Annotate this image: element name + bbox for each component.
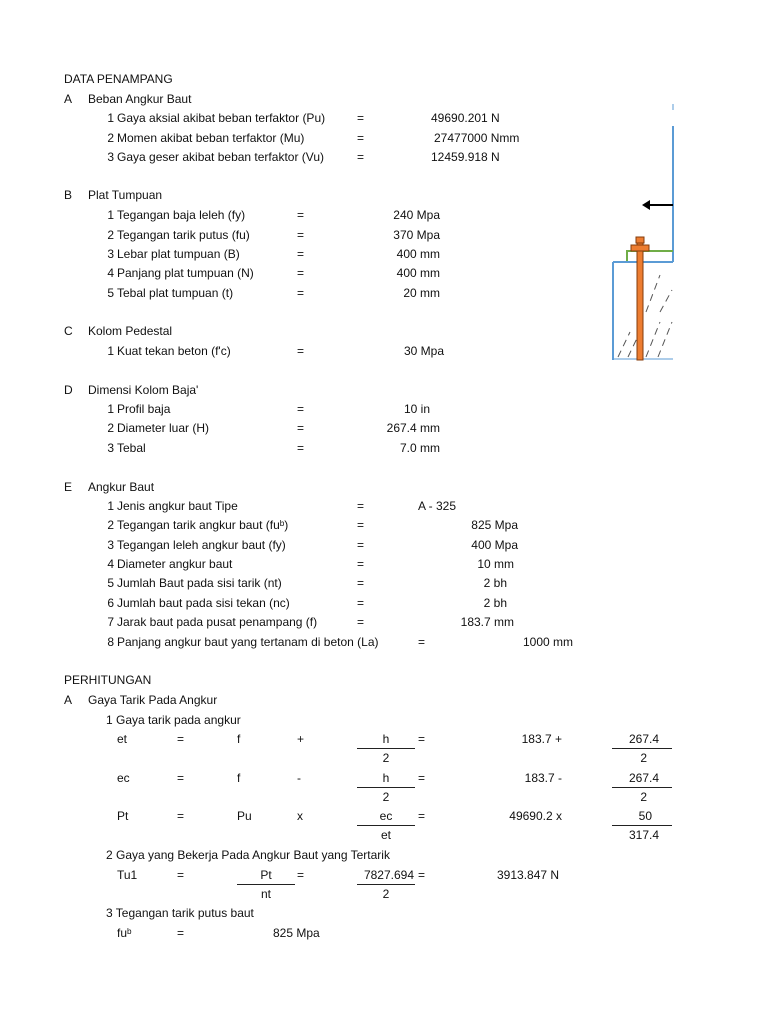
base-plate-diagram xyxy=(600,100,680,370)
row-label: Panjang plat tumpuan (N) xyxy=(117,266,254,280)
pt-right-numerator: 50 xyxy=(638,809,652,823)
et-term: f xyxy=(237,732,241,746)
ec-symbol: ec xyxy=(117,771,130,785)
row-equals: = xyxy=(297,208,305,222)
ec-term: f xyxy=(237,771,241,785)
et-equals: = xyxy=(177,732,185,746)
row-value: 2 bh xyxy=(483,576,507,590)
row-number: 4 xyxy=(107,266,114,280)
row-value: 10 in xyxy=(403,402,430,416)
row-label: Gaya geser akibat beban terfaktor (Vu) xyxy=(117,150,324,164)
tu1-numerator: Pt xyxy=(260,868,272,882)
row-value: 183.7 mm xyxy=(460,615,514,629)
fraction-line xyxy=(357,748,415,749)
data-penampang-title: DATA PENAMPANG xyxy=(64,72,173,86)
row-label: Jumlah baut pada sisi tekan (nc) xyxy=(117,596,290,610)
fraction-line xyxy=(612,825,672,826)
row-equals: = xyxy=(418,635,426,649)
row-number: 2 xyxy=(107,131,114,145)
pt-right-denominator: 317.4 xyxy=(628,828,659,842)
section-b-title: Plat Tumpuan xyxy=(88,188,163,202)
row-value: A - 325 xyxy=(418,499,457,513)
fub-value: 825 Mpa xyxy=(273,926,320,940)
row-label: Tegangan tarik angkur baut (fuᵇ) xyxy=(117,518,289,532)
section-e-title: Angkur Baut xyxy=(88,480,155,494)
row-label: Diameter luar (H) xyxy=(117,421,210,435)
et-operator: + xyxy=(297,732,305,746)
row-label: Profil baja xyxy=(117,402,171,416)
et-denominator: 2 xyxy=(382,751,390,765)
row-number: 1 xyxy=(107,344,114,358)
row-number: 7 xyxy=(107,615,114,629)
row-label: Tegangan baja leleh (fy) xyxy=(117,208,246,222)
row-number: 2 xyxy=(107,228,114,242)
ec-operator: - xyxy=(297,771,301,785)
row-equals: = xyxy=(297,247,305,261)
et-equals-2: = xyxy=(418,732,426,746)
ec-right-denominator: 2 xyxy=(640,790,647,804)
section-a-letter: A xyxy=(64,92,73,106)
fraction-line xyxy=(357,825,415,826)
pt-term: Pu xyxy=(237,809,252,823)
tu1-equals-3: = xyxy=(418,868,426,882)
row-number: 2 xyxy=(107,518,114,532)
row-label: Jarak baut pada pusat penampang (f) xyxy=(117,615,318,629)
pt-equals: = xyxy=(177,809,185,823)
row-number: 1 xyxy=(107,402,114,416)
tu1-equals-2: = xyxy=(297,868,305,882)
row-value: 20 mm xyxy=(403,286,440,300)
row-value: 27477000 Nmm xyxy=(434,131,520,145)
ec-equals: = xyxy=(177,771,185,785)
pt-operator: x xyxy=(297,809,303,823)
arrow-left-icon xyxy=(642,200,673,210)
row-label: Diameter angkur baut xyxy=(117,557,233,571)
row-equals: = xyxy=(357,150,365,164)
ec-equals-2: = xyxy=(418,771,426,785)
pt-equals-2: = xyxy=(418,809,426,823)
row-number: 3 xyxy=(107,247,114,261)
row-label: Tegangan leleh angkur baut (fy) xyxy=(117,538,286,552)
fraction-line xyxy=(612,787,672,788)
row-value: 2 bh xyxy=(483,596,507,610)
pt-value: 49690.2 x xyxy=(509,809,562,823)
row-equals: = xyxy=(357,557,365,571)
tu1-denominator-value: 2 xyxy=(382,887,390,901)
fraction-line xyxy=(357,787,415,788)
row-equals: = xyxy=(357,615,365,629)
ec-right-numerator: 267.4 xyxy=(628,771,659,785)
tu1-symbol: Tu1 xyxy=(117,868,138,882)
tu1-equals: = xyxy=(177,868,185,882)
row-number: 3 xyxy=(107,538,114,552)
fraction-line xyxy=(612,748,672,749)
fraction-line xyxy=(357,884,415,885)
row-number: 2 xyxy=(107,421,114,435)
fraction-line xyxy=(237,884,295,885)
ec-denominator: 2 xyxy=(382,790,390,804)
row-value: 1000 mm xyxy=(523,635,574,649)
calc-heading-2: 2 Gaya yang Bekerja Pada Angkur Baut yang Tertarik xyxy=(106,848,390,862)
row-equals: = xyxy=(357,131,365,145)
anchor-bolt xyxy=(631,237,649,360)
row-equals: = xyxy=(297,344,305,358)
row-value: 825 Mpa xyxy=(471,518,518,532)
tu1-numerator-value: 7827.694 xyxy=(363,868,414,882)
row-value: 267.4 mm xyxy=(386,421,440,435)
row-number: 1 xyxy=(107,111,114,125)
fub-symbol: fuᵇ xyxy=(117,926,132,940)
row-value: 30 Mpa xyxy=(403,344,444,358)
row-number: 1 xyxy=(107,499,114,513)
section-a-title: Beban Angkur Baut xyxy=(88,92,192,106)
row-equals: = xyxy=(297,228,305,242)
row-label: Kuat tekan beton (f'c) xyxy=(117,344,231,358)
row-value: 10 mm xyxy=(477,557,514,571)
row-value: 12459.918 N xyxy=(431,150,500,164)
row-value: 370 Mpa xyxy=(393,228,440,242)
section-d-letter: D xyxy=(64,383,73,397)
row-label: Tegangan tarik putus (fu) xyxy=(117,228,250,242)
row-value: 240 Mpa xyxy=(393,208,440,222)
tu1-denominator: nt xyxy=(260,887,271,901)
perhitungan-title: PERHITUNGAN xyxy=(64,673,152,687)
row-equals: = xyxy=(297,402,305,416)
section-c-title: Kolom Pedestal xyxy=(88,324,173,338)
row-number: 6 xyxy=(107,596,114,610)
row-equals: = xyxy=(357,111,365,125)
row-label: Panjang angkur baut yang tertanam di beton (La) xyxy=(117,635,379,649)
row-value: 49690.201 N xyxy=(431,111,500,125)
row-number: 4 xyxy=(107,557,114,571)
et-right-denominator: 2 xyxy=(640,751,647,765)
row-equals: = xyxy=(297,441,305,455)
row-value: 400 mm xyxy=(396,247,440,261)
pt-denominator: et xyxy=(380,828,391,842)
row-number: 1 xyxy=(107,208,114,222)
ec-numerator: h xyxy=(382,771,390,785)
concrete-hatch xyxy=(618,275,672,357)
row-equals: = xyxy=(357,499,365,513)
section-d-title: Dimensi Kolom Baja' xyxy=(88,383,199,397)
section-b-letter: B xyxy=(64,188,73,202)
row-value: 400 Mpa xyxy=(471,538,518,552)
row-label: Tebal plat tumpuan (t) xyxy=(117,286,234,300)
calc-heading-3: 3 Tegangan tarik putus baut xyxy=(106,906,254,920)
ec-value: 183.7 - xyxy=(524,771,562,785)
row-label: Lebar plat tumpuan (B) xyxy=(117,247,240,261)
row-number: 3 xyxy=(107,441,114,455)
calc-section-a-letter: A xyxy=(64,693,73,707)
row-value: 7.0 mm xyxy=(399,441,440,455)
tu1-result: 3913.847 N xyxy=(497,868,560,882)
row-label: Jumlah Baut pada sisi tarik (nt) xyxy=(117,576,282,590)
row-equals: = xyxy=(357,576,365,590)
row-label: Tebal xyxy=(117,441,146,455)
row-equals: = xyxy=(297,266,305,280)
base-plate xyxy=(627,251,673,262)
row-equals: = xyxy=(297,421,305,435)
row-label: Jenis angkur baut Tipe xyxy=(117,499,238,513)
row-equals: = xyxy=(357,596,365,610)
et-numerator: h xyxy=(382,732,390,746)
et-right-numerator: 267.4 xyxy=(628,732,659,746)
pt-symbol: Pt xyxy=(117,809,129,823)
row-equals: = xyxy=(297,286,305,300)
fub-equals: = xyxy=(177,926,185,940)
et-symbol: et xyxy=(117,732,128,746)
row-label: Momen akibat beban terfaktor (Mu) xyxy=(117,131,305,145)
calc-section-a-title: Gaya Tarik Pada Angkur xyxy=(88,693,218,707)
row-number: 5 xyxy=(107,576,114,590)
section-e-letter: E xyxy=(64,480,73,494)
row-label: Gaya aksial akibat beban terfaktor (Pu) xyxy=(117,111,326,125)
row-number: 8 xyxy=(107,635,114,649)
pt-numerator: ec xyxy=(379,809,393,823)
row-number: 5 xyxy=(107,286,114,300)
row-equals: = xyxy=(357,538,365,552)
calc-heading-1: 1 Gaya tarik pada angkur xyxy=(106,713,241,727)
row-equals: = xyxy=(357,518,365,532)
section-c-letter: C xyxy=(64,324,73,338)
et-value: 183.7 + xyxy=(521,732,562,746)
row-value: 400 mm xyxy=(396,266,440,280)
row-number: 3 xyxy=(107,150,114,164)
